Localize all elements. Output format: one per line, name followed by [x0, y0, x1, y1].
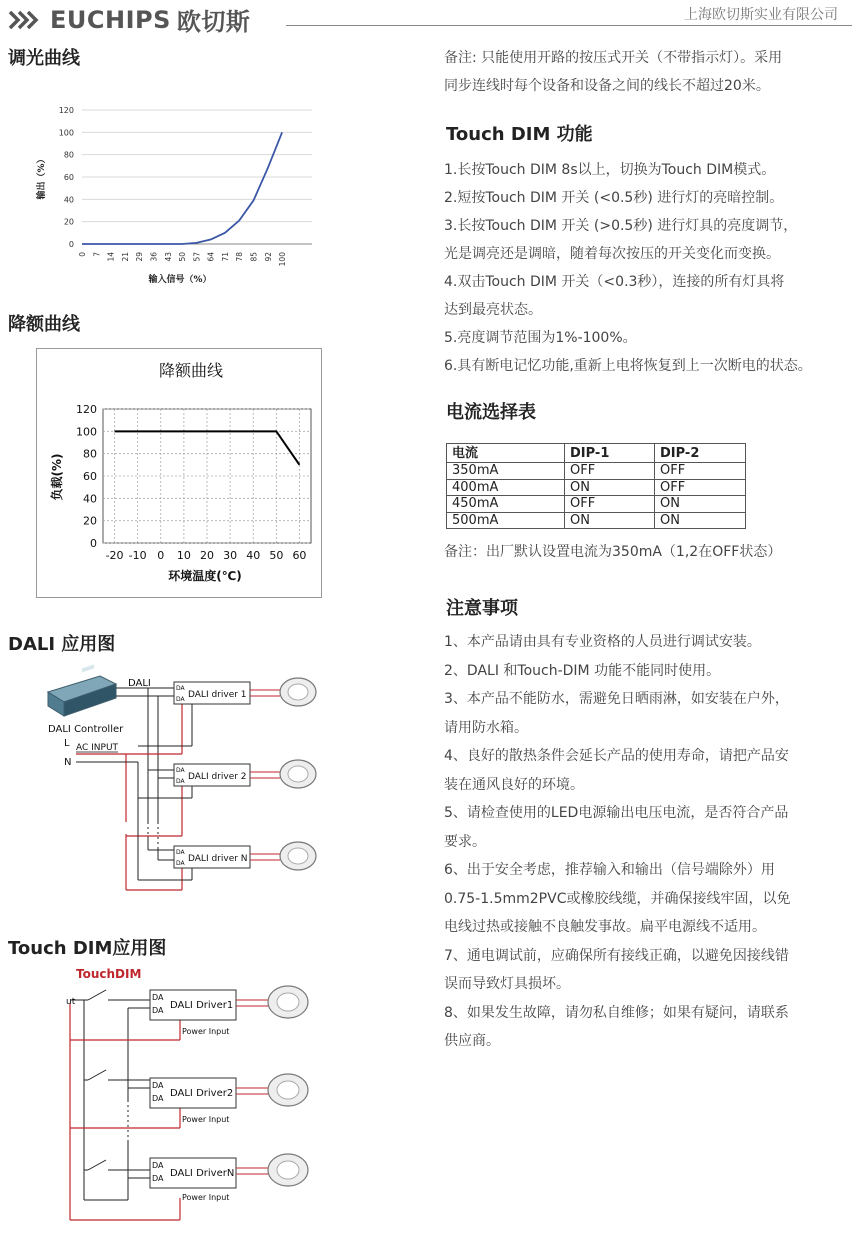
note-line: 6、出于安全考虑，推荐输入和输出（信号端除外）用 — [444, 862, 775, 878]
touch-dim-line: 1.长按Touch DIM 8s以上，切换为Touch DIM模式。 — [444, 162, 776, 178]
header-divider — [286, 25, 852, 26]
y-axis-label: 输出（%） — [37, 154, 47, 200]
table-header-row — [447, 444, 746, 463]
derating-chart-title: 降额曲线 — [158, 361, 224, 380]
page-header — [0, 0, 860, 34]
x-tick-label: 57 — [192, 252, 202, 262]
dimming-chart — [30, 92, 326, 290]
dali-driver-2-label: DALI driver 2 — [188, 772, 247, 782]
x-tick-label: 78 — [235, 252, 245, 262]
dali-driver-1-label: DALI driver 1 — [188, 690, 247, 700]
touch-dim-function-title: Touch DIM 功能 — [446, 124, 593, 145]
y-tick-label: 100 — [76, 425, 97, 439]
y-tick-label: 80 — [83, 447, 97, 461]
dali-driver-1 — [174, 682, 250, 704]
y-tick-label: 0 — [90, 537, 97, 550]
y-tick-label: 80 — [63, 150, 74, 160]
downlight-icon — [280, 842, 316, 870]
downlight-icon — [280, 678, 316, 706]
table-cell: OFF — [655, 463, 746, 480]
touchdim-switch-label: TouchDIM — [76, 967, 142, 981]
touch-dim-line: 3.长按Touch DIM 开关 (>0.5秒) 进行灯具的亮度调节， — [444, 218, 798, 234]
y-tick-label: 60 — [83, 470, 97, 483]
touch-driver-n — [150, 1158, 236, 1202]
table-cell: ON — [655, 496, 746, 513]
touch-dim-line: 2.短按Touch DIM 开关 (<0.5秒) 进行灯的亮暗控制。 — [444, 190, 784, 206]
touch-driver-1 — [150, 990, 236, 1036]
svg-text:DA: DA — [152, 1094, 164, 1103]
note-line: 供应商。 — [444, 1033, 500, 1049]
x-tick-label: 50 — [178, 252, 188, 262]
brand-logo — [8, 2, 250, 37]
dali-driver-n-label: DALI driver N — [188, 854, 248, 864]
table-cell: OFF — [655, 479, 746, 496]
table-header-cell: DIP-2 — [655, 444, 746, 463]
x-tick-label: 64 — [206, 252, 216, 262]
x-tick-label: 20 — [200, 549, 214, 562]
note-line: 误而导致灯具损坏。 — [444, 976, 570, 992]
x-tick-label: -10 — [128, 549, 147, 562]
table-cell: OFF — [565, 463, 655, 480]
touch-dim-wiring-diagram — [62, 964, 352, 1226]
downlight-icon — [268, 986, 308, 1018]
dali-bus-label: DALI — [128, 678, 151, 689]
x-tick-label: 36 — [149, 252, 159, 262]
note-line: 3、本产品不能防水，需避免日晒雨淋，如安装在户外， — [444, 691, 789, 707]
x-tick-label: 43 — [163, 252, 173, 262]
x-tick-label: 0 — [78, 252, 87, 257]
dimming-chart-svg — [30, 92, 326, 290]
y-tick-label: 100 — [58, 128, 74, 138]
touch-dim-app-title: Touch DIM应用图 — [8, 938, 167, 959]
x-tick-label: 60 — [292, 549, 307, 562]
dali-driver-n — [174, 846, 250, 868]
x-tick-label: -20 — [105, 549, 124, 562]
svg-text:DA: DA — [152, 1006, 164, 1015]
y-tick-label: 40 — [63, 195, 74, 205]
current-note-line: 备注：出厂默认设置电流为350mA（1,2在OFF状态） — [444, 544, 782, 560]
touch-dim-line: 5.亮度调节范围为1%-100%。 — [444, 330, 637, 346]
touch-driver-2 — [150, 1078, 236, 1124]
table-cell: ON — [655, 512, 746, 529]
x-tick-label: 92 — [263, 252, 273, 262]
touch-dim-line: 达到最亮状态。 — [444, 302, 542, 318]
x-tick-label: 85 — [249, 252, 259, 262]
power-input-label: Power Input — [182, 1027, 230, 1036]
touch-dim-line: 4.双击Touch DIM 开关（<0.3秒），连接的所有灯具将 — [444, 274, 785, 290]
svg-text:DA: DA — [176, 778, 185, 785]
dali-driver-2 — [174, 764, 250, 786]
svg-text:DA: DA — [176, 696, 185, 703]
svg-text:DA: DA — [152, 1161, 164, 1170]
derating-series-line — [115, 431, 300, 465]
note-line: 8、如果发生故障，请勿私自维修；如果有疑问，请联系 — [444, 1004, 789, 1021]
table-header-cell: DIP-1 — [565, 444, 655, 463]
table-row — [447, 496, 746, 513]
y-axis-label: 负载(%) — [50, 453, 64, 501]
y-tick-label: 0 — [68, 240, 74, 249]
touch-dim-line: 光是调亮还是调暗，随着每次按压的开关变化而变换。 — [444, 246, 780, 262]
x-tick-label: 7 — [92, 252, 102, 257]
y-tick-label: 40 — [83, 492, 97, 506]
table-cell: ON — [565, 479, 655, 496]
x-tick-label: 10 — [176, 549, 191, 562]
touch-driver-n-label: DALI DriverN — [170, 1168, 235, 1179]
top-note — [444, 44, 782, 100]
y-tick-label: 120 — [76, 403, 97, 416]
note-line: 装在通风良好的环境。 — [444, 776, 584, 793]
note-line: 1、本产品请由具有专业资格的人员进行调试安装。 — [444, 634, 761, 650]
svg-text:DA: DA — [176, 767, 185, 774]
current-selection-table — [446, 443, 746, 529]
dimming-series-line — [82, 132, 282, 244]
svg-text:DA: DA — [152, 993, 164, 1002]
notes-list — [444, 628, 790, 1056]
power-input-label: Power Input — [182, 1193, 230, 1202]
table-header-cell: 电流 — [447, 444, 565, 463]
table-cell: 450mA — [447, 496, 565, 513]
svg-text:DA: DA — [176, 860, 185, 867]
table-row — [447, 479, 746, 496]
note-line: 7、通电调试前，应确保所有接线正确，以避免因接线错 — [444, 947, 789, 964]
touch-driver-2-label: DALI Driver2 — [170, 1088, 234, 1099]
x-tick-label: 29 — [135, 252, 145, 262]
derating-chart — [36, 348, 322, 598]
touch-dim-function-list — [444, 156, 812, 380]
dali-wiring-diagram — [40, 662, 340, 902]
x-tick-label: 0 — [157, 549, 165, 562]
svg-text:DA: DA — [176, 685, 185, 692]
downlight-icon — [268, 1074, 308, 1106]
current-table-note — [444, 538, 781, 566]
downlight-icon — [268, 1154, 308, 1186]
table-cell: 500mA — [447, 512, 565, 529]
touch-dim-line: 6.具有断电记忆功能,重新上电将恢复到上一次断电的状态。 — [444, 358, 812, 374]
current-table-title: 电流选择表 — [446, 402, 536, 423]
table-cell: OFF — [565, 496, 655, 513]
y-tick-label: 60 — [63, 173, 74, 182]
table-row — [447, 512, 746, 529]
company-name: 上海欧切斯实业有限公司 — [684, 7, 838, 23]
svg-text:DA: DA — [176, 849, 185, 856]
y-tick-label: 20 — [83, 514, 97, 528]
derating-chart-svg — [37, 349, 321, 597]
note-line: 2、DALI 和Touch-DIM 功能不能同时使用。 — [444, 662, 721, 679]
brand-name: EUCHIPS — [50, 5, 171, 34]
downlight-icon — [280, 760, 316, 788]
y-tick-label: 20 — [63, 217, 74, 227]
note-line: 0.75-1.5mm2PVC或橡胶线缆，并确保接线牢固，以免 — [444, 890, 791, 907]
x-tick-label: 100 — [278, 252, 288, 267]
note-line: 要求。 — [444, 833, 486, 850]
x-tick-label: 21 — [120, 252, 130, 262]
table-cell: ON — [565, 512, 655, 529]
x-tick-label: 50 — [269, 549, 284, 562]
x-tick-label: 30 — [223, 549, 238, 562]
dali-app-title: DALI 应用图 — [8, 634, 116, 655]
svg-text:DA: DA — [152, 1174, 164, 1183]
top-note-line: 同步连线时每个设备和设备之间的线长不超过20米。 — [444, 78, 770, 94]
touch-driver-1-label: DALI Driver1 — [170, 1000, 234, 1011]
dali-ac-label: AC INPUT — [76, 743, 119, 753]
note-line: 4、良好的散热条件会延长产品的使用寿命，请把产品安 — [444, 748, 789, 764]
note-line: 5、请检查使用的LED电源输出电压电流，是否符合产品 — [444, 805, 789, 821]
x-tick-label: 40 — [246, 549, 261, 562]
y-tick-label: 120 — [58, 106, 74, 115]
note-line: 电线过热或接触不良触发事故。扁平电源线不适用。 — [444, 919, 766, 935]
brand-name-cn: 欧切斯 — [176, 8, 251, 36]
dimming-curve-title: 调光曲线 — [8, 48, 80, 69]
dali-controller-icon — [48, 664, 116, 716]
touch-left-stub-label: ut — [66, 997, 76, 1007]
table-cell: 350mA — [447, 463, 565, 480]
dali-controller-label: DALI Controller — [48, 724, 124, 735]
notes-title: 注意事项 — [446, 598, 518, 619]
table-row — [447, 463, 746, 480]
euchips-logo-icon — [8, 8, 46, 32]
note-line: 请用防水箱。 — [444, 719, 528, 736]
derating-curve-title: 降额曲线 — [8, 314, 80, 335]
x-axis-label: 环境温度(℃) — [168, 569, 242, 583]
dali-n-label: N — [64, 757, 72, 768]
x-axis-label: 输入信号（%） — [148, 275, 212, 285]
svg-text:DA: DA — [152, 1081, 164, 1090]
x-tick-label: 71 — [220, 252, 230, 262]
dali-l-label: L — [64, 738, 70, 749]
table-cell: 400mA — [447, 479, 565, 496]
power-input-label: Power Input — [182, 1115, 230, 1124]
x-tick-label: 14 — [106, 252, 116, 262]
top-note-line: 备注: 只能使用开路的按压式开关（不带指示灯）。采用 — [444, 50, 783, 66]
